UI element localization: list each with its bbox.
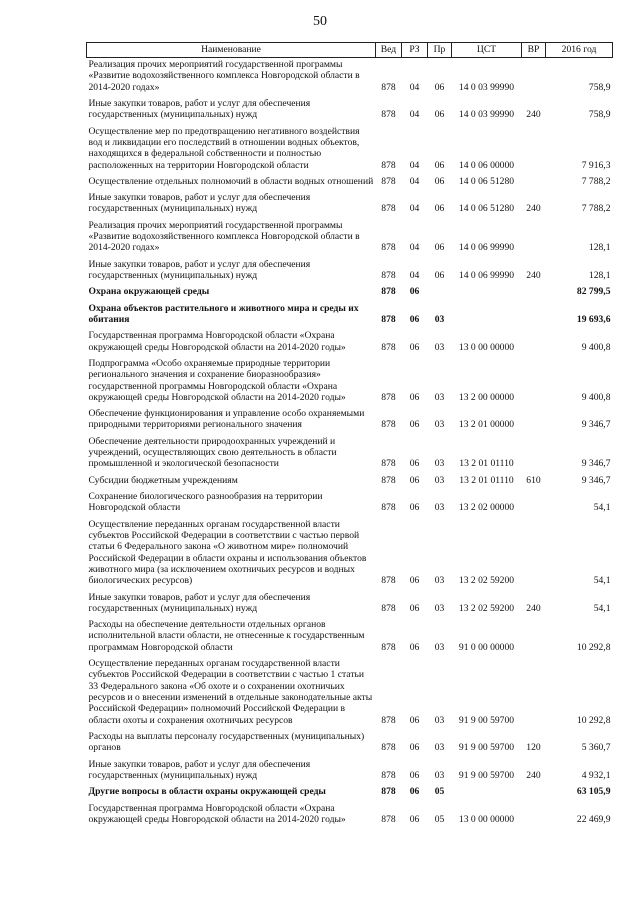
row-vr: 240 — [526, 769, 541, 781]
row-ved: 878 — [381, 242, 396, 254]
row-name: Реализация прочих мероприятий государственной программы «Развитие водохозяйственного комплекса Новгородской области в 2014-2020 годах» — [88, 59, 360, 93]
row-name: Осуществление мер по предотвращению негативного воздействия вод и ликвидации его последствий в отношении водных объектов, находящихся в федеральной собственности и полностью расположенных на территории Новгородской области — [88, 125, 360, 171]
row-name: Осуществление переданных органам государственной власти субъектов Российской Федерации в соответствии с частью 1 статьи 33 Федерального закона «Об охоте и о сохранении охотничьих ресурсов и о внесении изменений в отдельные законодательные акты Российской Федерации» полномочий Российской Федерации в области охоты и сохранения охотничьих ресурсов — [88, 658, 373, 726]
table-header — [87, 43, 613, 58]
row-name: Иные закупки товаров, работ и услуг для обеспечения государственных (муниципальных) нужд — [88, 758, 311, 781]
row-amount: 82 799,5 — [576, 286, 611, 298]
row-vr — [522, 518, 546, 591]
row-name: Подпрограмма «Особо охраняемые природные территории регионального значения и сохранение биоразнообразия» государственной программы Новгородской области «Охрана окружающей среды Новгородской области на 2014-2020 годы» — [88, 357, 346, 403]
row-cst: 91 9 00 59700 — [458, 742, 515, 754]
table-row — [87, 97, 613, 125]
row-rz: 06 — [409, 341, 420, 353]
row-pr: 06 — [434, 242, 445, 254]
row-amount: 9 346,7 — [581, 419, 611, 431]
row-ved: 878 — [381, 742, 396, 754]
table-body — [87, 58, 613, 830]
row-amount: 7 916,3 — [581, 159, 611, 171]
row-amount: 63 105,9 — [576, 786, 611, 798]
row-vr — [522, 58, 546, 97]
budget-table — [86, 42, 613, 829]
row-amount: 4 932,1 — [581, 769, 611, 781]
row-pr: 03 — [434, 474, 445, 486]
row-rz: 06 — [409, 391, 420, 403]
row-pr: 03 — [434, 714, 445, 726]
row-amount: 22 469,9 — [576, 813, 611, 825]
row-amount: 7 788,2 — [581, 203, 611, 215]
row-amount: 9 346,7 — [581, 474, 611, 486]
row-vr: 120 — [526, 742, 541, 754]
row-rz: 06 — [409, 602, 420, 614]
row-name: Государственная программа Новгородской области «Охрана окружающей среды Новгородской области на 2014-2020 годы» — [88, 330, 346, 353]
row-amount: 5 360,7 — [581, 742, 611, 754]
table-row — [87, 518, 613, 591]
row-vr — [522, 407, 546, 435]
row-pr: 03 — [434, 575, 445, 587]
row-pr: 03 — [434, 341, 445, 353]
row-cst: 13 2 01 01110 — [459, 474, 514, 486]
row-ved: 878 — [381, 641, 396, 653]
header-vr: ВР — [522, 43, 546, 58]
row-cst: 14 0 06 99990 — [458, 242, 515, 254]
row-cst: 13 2 01 01110 — [459, 458, 514, 470]
row-cst: 13 0 00 00000 — [458, 813, 515, 825]
row-ved: 878 — [381, 786, 396, 798]
row-rz: 04 — [409, 175, 420, 187]
table-row — [87, 474, 613, 490]
row-cst: 14 0 03 99990 — [458, 109, 515, 121]
header-row — [87, 43, 613, 58]
row-cst: 13 2 02 59200 — [458, 575, 515, 587]
budget-table-container — [86, 42, 612, 829]
row-cst: 14 0 06 51280 — [458, 175, 515, 187]
header-rz: РЗ — [402, 43, 428, 58]
row-ved: 878 — [381, 270, 396, 281]
row-rz: 04 — [409, 81, 420, 93]
header-year: 2016 год — [546, 43, 613, 58]
row-rz: 06 — [409, 502, 420, 514]
table-row — [87, 302, 613, 330]
row-ved: 878 — [381, 203, 396, 215]
row-cst — [452, 285, 522, 301]
row-amount: 758,9 — [588, 109, 611, 121]
row-pr: 05 — [434, 786, 445, 798]
row-ved: 878 — [381, 458, 396, 470]
row-ved: 878 — [381, 602, 396, 614]
row-cst: 13 2 00 00000 — [458, 391, 515, 403]
row-cst: 13 2 02 00000 — [458, 502, 515, 514]
row-pr: 03 — [434, 391, 445, 403]
row-vr: 610 — [526, 474, 541, 486]
row-pr: 03 — [434, 602, 445, 614]
row-amount: 128,1 — [588, 270, 611, 281]
row-cst: 91 9 00 59700 — [458, 714, 515, 726]
header-name: Наименование — [87, 43, 376, 58]
row-pr: 03 — [434, 641, 445, 653]
row-amount: 19 693,6 — [576, 313, 611, 325]
row-ved: 878 — [381, 575, 396, 587]
row-pr: 03 — [434, 313, 445, 325]
row-amount: 7 788,2 — [581, 175, 611, 187]
header-cst: ЦСТ — [452, 43, 522, 58]
row-vr — [522, 329, 546, 357]
row-ved: 878 — [381, 813, 396, 825]
row-name: Сохранение биологического разнообразия на территории Новгородской области — [88, 491, 323, 514]
row-ved: 878 — [381, 175, 396, 187]
row-ved: 878 — [381, 341, 396, 353]
row-pr: 06 — [434, 203, 445, 215]
row-cst: 13 2 02 59200 — [458, 602, 515, 614]
row-ved: 878 — [381, 313, 396, 325]
row-pr: 06 — [434, 159, 445, 171]
row-ved: 878 — [381, 714, 396, 726]
row-cst: 91 0 00 00000 — [458, 641, 515, 653]
row-amount: 9 346,7 — [581, 458, 611, 470]
row-pr: 06 — [434, 175, 445, 187]
row-amount: 758,9 — [588, 81, 611, 93]
row-name: Государственная программа Новгородской области «Охрана окружающей среды Новгородской области на 2014-2020 годы» — [88, 802, 346, 825]
row-vr: 240 — [526, 203, 541, 215]
row-ved: 878 — [381, 159, 396, 171]
row-rz: 06 — [409, 286, 420, 298]
row-vr — [522, 785, 546, 801]
row-name: Иные закупки товаров, работ и услуг для обеспечения государственных (муниципальных) нужд — [88, 192, 311, 215]
row-vr — [522, 125, 546, 175]
row-amount: 54,1 — [593, 575, 611, 587]
row-vr — [522, 618, 546, 657]
row-vr — [522, 219, 546, 258]
row-name: Расходы на выплаты персоналу государственных (муниципальных) органов — [88, 730, 365, 754]
row-pr: 03 — [434, 419, 445, 431]
row-rz: 06 — [409, 474, 420, 486]
table-row — [87, 490, 613, 518]
row-rz: 04 — [409, 242, 420, 254]
row-vr — [522, 657, 546, 730]
row-name: Иные закупки товаров, работ и услуг для обеспечения государственных (муниципальных) нужд — [88, 258, 311, 281]
row-cst: 91 9 00 59700 — [458, 769, 515, 781]
row-name: Обеспечение деятельности природоохранных учреждений и учреждений, осуществляющих свою деятельность в области промышленной и экологической безопасности — [88, 435, 337, 470]
table-row — [87, 435, 613, 474]
row-cst: 13 0 00 00000 — [458, 341, 515, 353]
row-name: Расходы на обеспечение деятельности отдельных органов исполнительной власти области, не отнесенные к государственным программам Новгородской области — [88, 619, 365, 653]
row-vr — [522, 802, 546, 830]
row-rz: 06 — [409, 714, 420, 726]
row-vr — [522, 490, 546, 518]
table-row — [87, 657, 613, 730]
table-row — [87, 802, 613, 830]
row-rz: 06 — [409, 575, 420, 587]
row-cst: 13 2 01 00000 — [458, 419, 515, 431]
row-vr — [522, 285, 546, 301]
row-cst: 14 0 06 99990 — [458, 270, 515, 281]
row-rz: 04 — [409, 109, 420, 121]
row-cst: 14 0 03 99990 — [458, 81, 515, 93]
row-rz: 06 — [409, 813, 420, 825]
row-rz: 06 — [409, 742, 420, 754]
row-pr — [428, 285, 452, 301]
row-name: Осуществление переданных органам государственной власти субъектов Российской Федерации в соответствии с частью первой статьи 6 Федерального закона «О животном мире» полномочий Российской Федерации в области охраны и использования объектов животного мира (за исключением охотничьих ресурсов и водных биологических ресурсов) — [88, 518, 367, 587]
row-rz: 06 — [409, 786, 420, 798]
row-pr: 06 — [434, 109, 445, 121]
row-name: Охрана окружающей среды — [88, 286, 210, 298]
row-rz: 06 — [409, 641, 420, 653]
table-row — [87, 407, 613, 435]
table-row — [87, 125, 613, 175]
table-row — [87, 357, 613, 407]
row-rz: 04 — [409, 270, 420, 281]
row-cst — [452, 785, 522, 801]
table-row — [87, 730, 613, 758]
page-number: 50 — [313, 14, 327, 29]
row-rz: 06 — [409, 458, 420, 470]
row-pr: 06 — [434, 270, 445, 281]
table-row — [87, 58, 613, 97]
row-name: Иные закупки товаров, работ и услуг для обеспечения государственных (муниципальных) нужд — [88, 591, 311, 614]
row-cst: 14 0 06 00000 — [458, 159, 515, 171]
table-row — [87, 258, 613, 286]
row-amount: 9 400,8 — [581, 341, 611, 353]
row-ved: 878 — [381, 419, 396, 431]
row-vr — [522, 302, 546, 330]
row-amount: 10 292,8 — [576, 641, 611, 653]
table-row — [87, 618, 613, 657]
row-name: Обеспечение функционирования и управление особо охраняемыми природными территориями регионального значения — [88, 408, 365, 431]
row-cst — [452, 302, 522, 330]
table-row — [87, 175, 613, 191]
row-amount: 9 400,8 — [581, 391, 611, 403]
row-ved: 878 — [381, 769, 396, 781]
row-vr — [522, 357, 546, 407]
row-amount: 54,1 — [593, 502, 611, 514]
row-amount: 10 292,8 — [576, 714, 611, 726]
row-cst: 14 0 06 51280 — [458, 203, 515, 215]
row-rz: 04 — [409, 159, 420, 171]
row-name: Субсидии бюджетным учреждениям — [88, 474, 238, 486]
table-row — [87, 758, 613, 786]
row-ved: 878 — [381, 502, 396, 514]
table-row — [87, 591, 613, 619]
row-ved: 878 — [381, 109, 396, 121]
table-row — [87, 785, 613, 801]
table-row — [87, 191, 613, 219]
row-pr: 06 — [434, 81, 445, 93]
row-name: Охрана объектов растительного и животного мира и среды их обитания — [88, 302, 359, 325]
row-vr: 240 — [526, 109, 541, 121]
row-vr — [522, 435, 546, 474]
row-vr — [522, 175, 546, 191]
row-name: Иные закупки товаров, работ и услуг для обеспечения государственных (муниципальных) нужд — [88, 97, 311, 121]
row-pr: 05 — [434, 813, 445, 825]
row-pr: 03 — [434, 742, 445, 754]
row-vr: 240 — [526, 270, 541, 281]
row-rz: 06 — [409, 769, 420, 781]
row-name: Реализация прочих мероприятий государственной программы «Развитие водохозяйственного комплекса Новгородской области в 2014-2020 годах» — [88, 219, 360, 254]
row-amount: 128,1 — [588, 242, 611, 254]
row-pr: 03 — [434, 458, 445, 470]
row-rz: 06 — [409, 419, 420, 431]
table-row — [87, 329, 613, 357]
row-vr: 240 — [526, 602, 541, 614]
row-name: Другие вопросы в области охраны окружающей среды — [88, 786, 326, 798]
row-name: Осуществление отдельных полномочий в области водных отношений — [88, 175, 374, 187]
row-rz: 06 — [409, 313, 420, 325]
header-ved: Вед — [376, 43, 402, 58]
table-row — [87, 219, 613, 258]
table-row — [87, 285, 613, 301]
row-pr: 03 — [434, 502, 445, 514]
row-ved: 878 — [381, 391, 396, 403]
header-pr: Пр — [428, 43, 452, 58]
row-ved: 878 — [381, 81, 396, 93]
row-ved: 878 — [381, 286, 396, 298]
row-amount: 54,1 — [593, 602, 611, 614]
row-pr: 03 — [434, 769, 445, 781]
row-rz: 04 — [409, 203, 420, 215]
row-ved: 878 — [381, 474, 396, 486]
